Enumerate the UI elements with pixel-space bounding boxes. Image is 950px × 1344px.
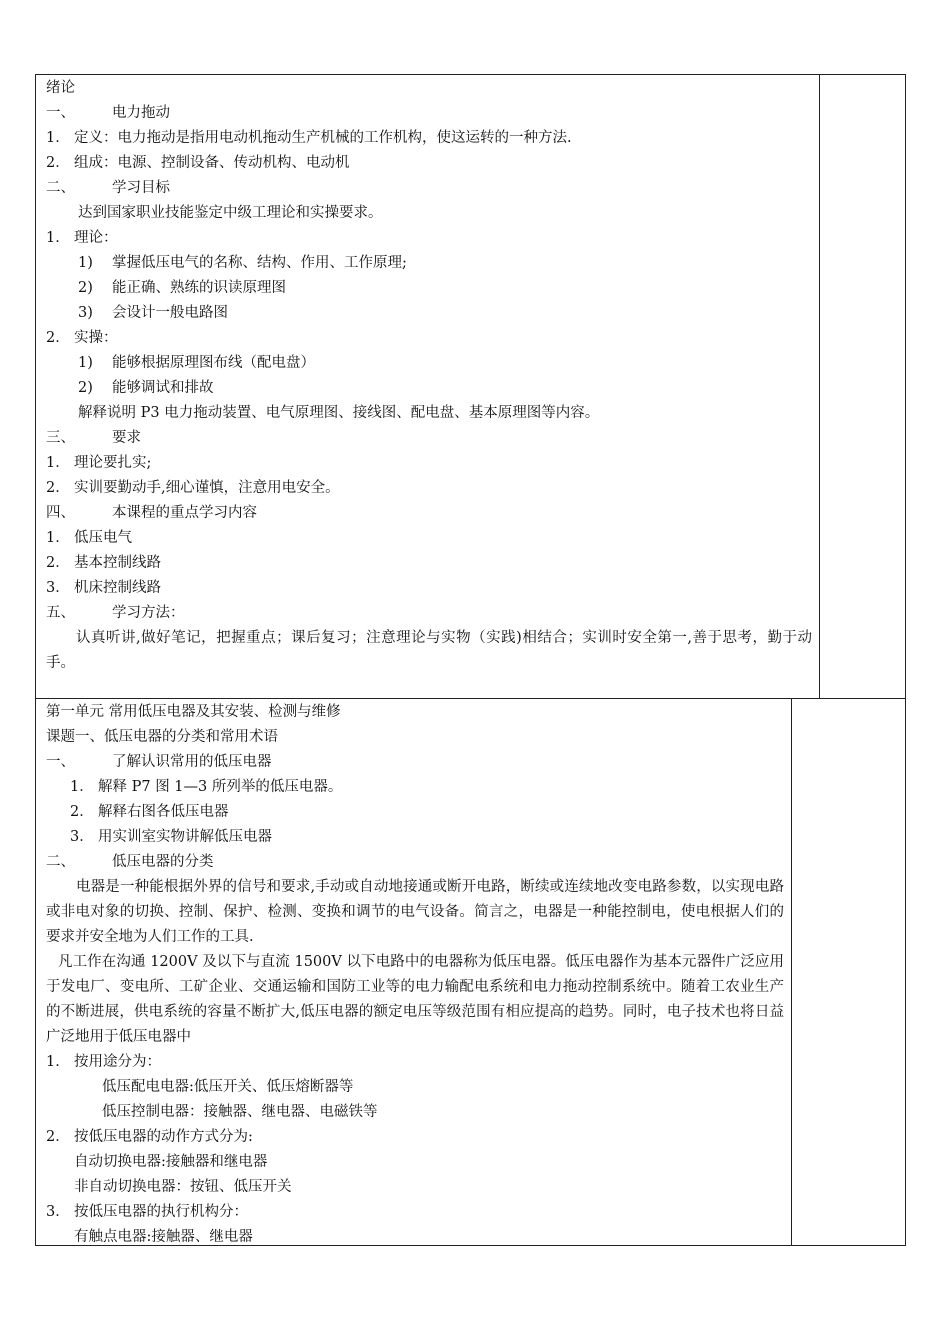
list-item: 1． 低压电气 (46, 530, 132, 546)
paragraph: 电器是一种能根据外界的信号和要求,手动或自动地接通或断开电路，断续或连续地改变电路参数，以实现电路或非电对象的切换、控制、保护、检测、变换和调节的电气设备。简言之，电器是一种能控制电，使电根据人们的要求并安全地为人们工作的工具. (46, 879, 784, 945)
right-column-divider-unit1 (791, 698, 792, 1246)
section-heading: 一、 了解认识常用的低压电器 (46, 754, 272, 770)
section-heading: 一、 电力拖动 (46, 105, 170, 121)
list-item: 1． 按用途分为： (46, 1054, 161, 1070)
paragraph: 认真听讲,做好笔记，把握重点；课后复习；注意理论与实物（实践)相结合；实训时安全第一,善于思考，勤于动手。 (46, 630, 812, 671)
list-item: 2． 实训要勤动手,细心谨慎，注意用电安全。 (46, 480, 340, 496)
paragraph: 凡工作在沟通 1200V 及以下与直流 1500V 以下电路中的电器称为低压电器。低压电器作为基本元器件广泛应用于发电厂、变电所、工矿企业、交通运输和国防工业等的电力输配电系统和电力拖动控制系统中。随着工农业生产的不断进展，供电系统的容量不断扩大,低压电器的额定电压等级范围有相应提高的趋势。同时，电子技术也将日益广泛地用于低压电器中 (46, 954, 784, 1045)
list-item: 2． 组成：电源、控制设备、传动机构、电动机 (46, 155, 350, 171)
sub-list-item: 1) 掌握低压电气的名称、结构、作用、工作原理; (78, 255, 407, 271)
topic-title: 课题一、低压电器的分类和常用术语 (46, 729, 278, 745)
list-item: 2． 实操： (46, 330, 118, 346)
intro-content (46, 76, 814, 676)
list-item: 3． 按低压电器的执行机构分： (46, 1204, 248, 1220)
paragraph: 解释说明 P3 电力拖动装置、电气原理图、接线图、配电盘、基本原理图等内容。 (78, 405, 600, 421)
unit-title: 第一单元 常用低压电器及其安装、检测与维修 (46, 704, 341, 720)
list-item: 2． 基本控制线路 (46, 555, 161, 571)
paragraph: 达到国家职业技能鉴定中级工理论和实操要求。 (78, 205, 383, 221)
sub-list-item: 2) 能够调试和排故 (78, 380, 214, 396)
sub-list-item: 2) 能正确、熟练的识读原理图 (78, 280, 286, 296)
sub-list-item: 低压配电电器:低压开关、低压熔断器等 (102, 1079, 354, 1095)
sub-list-item: 1) 能够根据原理图布线（配电盘） (78, 355, 315, 371)
list-item: 1． 理论要扎实; (46, 455, 152, 471)
right-column-divider-intro (819, 74, 820, 699)
sub-list-item: 非自动切换电器：按钮、低压开关 (74, 1179, 292, 1195)
section-heading: 三、 要求 (46, 430, 141, 446)
section-heading: 五、 学习方法： (46, 605, 185, 621)
list-item: 2． 解释右图各低压电器 (70, 804, 229, 820)
list-item: 1． 解释 P7 图 1—3 所列举的低压电器。 (70, 779, 343, 795)
section-heading: 四、 本课程的重点学习内容 (46, 505, 257, 521)
list-item: 2． 按低压电器的动作方式分为: (46, 1129, 253, 1145)
intro-title: 绪论 (46, 80, 75, 96)
sub-list-item: 3) 会设计一般电路图 (78, 305, 228, 321)
list-item: 1． 定义：电力拖动是指用电动机拖动生产机械的工作机构，使这运转的一种方法. (46, 130, 572, 146)
sub-list-item: 低压控制电器：接触器、继电器、电磁铁等 (102, 1104, 378, 1120)
sub-list-item: 自动切换电器:接触器和继电器 (74, 1154, 268, 1170)
list-item: 1． 理论： (46, 230, 118, 246)
sub-list-item: 有触点电器:接触器、继电器 (74, 1229, 253, 1245)
list-item: 3． 用实训室实物讲解低压电器 (70, 829, 272, 845)
section-heading: 二、 低压电器的分类 (46, 854, 214, 870)
unit1-content (46, 700, 786, 1250)
section-heading: 二、 学习目标 (46, 180, 170, 196)
list-item: 3． 机床控制线路 (46, 580, 161, 596)
